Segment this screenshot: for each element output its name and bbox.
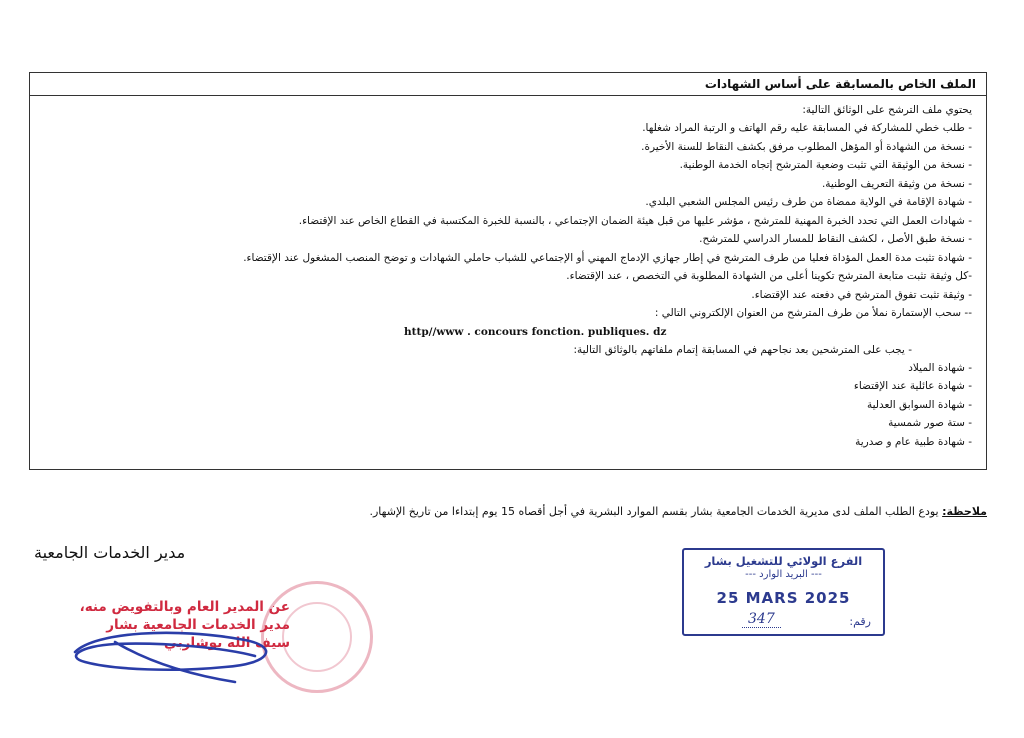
box-title: الملف الخاص بالمسابقة على أساس الشهادات [30, 73, 986, 96]
list-item: - نسخة من الشهادة أو المؤهل المطلوب مرفق بكشف النقاط للسنة الأخيرة. [641, 140, 972, 153]
intro-text: يحتوي ملف الترشح على الوثائق التالية: [802, 104, 972, 116]
signature-icon [55, 612, 285, 692]
requirements-box [29, 72, 987, 470]
handwritten-line: مدير الخدمات الجامعية بشار [106, 617, 290, 633]
list-item: - شهادة عائلية عند الإقتضاء [853, 380, 972, 392]
note [370, 505, 988, 518]
stamp-date: 25 MARS 2025 [716, 589, 851, 607]
after-success-intro: - يجب على المترشحين بعد نجاحهم في المسابقة إتمام ملفاتهم بالوثائق التالية: [573, 343, 912, 356]
stamp-office: الفرع الولائي للتشغيل بشار [704, 554, 863, 568]
list-item: - نسخة طبق الأصل ، لكشف النقاط للمسار الدراسي للمترشح. [699, 233, 972, 245]
note-text: يودع الطلب الملف لدى مديرية الخدمات الجامعية بشار بقسم الموارد البشرية في أجل أقصاه 15 يوم إبتداءا من تاريخ الإشهار. [369, 505, 939, 518]
stamp-number-label: رقم: [849, 615, 871, 628]
list-item: - نسخة من الوثيقة التي تثبت وضعية المترشح إتجاه الخدمة الوطنية. [679, 159, 972, 171]
stamp-number-value: 347 [742, 611, 781, 628]
list-item: - شهادة الميلاد [908, 361, 972, 374]
list-item: - شهادة تثبت مدة العمل المؤداة فعليا من طرف المترشح في إطار جهازي الإدماج المهني أو الإجتماعي للشباب حاملي الشهادات و توضح المنصب المشغول عند الإقتضاء. [243, 251, 972, 264]
list-item: - نسخة من وثيقة التعريف الوطنية. [821, 177, 972, 190]
signatory-title: مدير الخدمات الجامعية [34, 543, 186, 562]
list-item: - شهادات العمل التي تحدد الخبرة المهنية للمترشح ، مؤشر عليها من قبل هيئة الضمان الإجتماعي ، بالنسبة للخبرة المكتسبة في القطاع الخاص عند الإقتضاء. [298, 214, 972, 227]
list-item: - شهادة الإقامة في الولاية ممضاة من طرف رئيس المجلس الشعبي البلدي. [645, 196, 972, 208]
list-item: -كل وثيقة تثبت متابعة المترشح تكوينا أعلى من الشهادة المطلوبة في التخصص ، عند الإقتضاء. [566, 270, 972, 282]
application-form-url: http//www . concours fonction. publiques. dz [404, 325, 667, 338]
list-item: - ستة صور شمسية [888, 417, 972, 429]
reception-stamp [682, 548, 885, 636]
list-item: - شهادة طبية عام و صدرية [855, 435, 972, 448]
handwritten-line: عن المدير العام وبالتفويض منه، [79, 599, 290, 615]
list-item: - وثيقة تثبت تفوق المترشح في دفعته عند الإقتضاء. [751, 288, 972, 301]
list-item: - شهادة السوابق العدلية [866, 398, 972, 411]
list-item: - طلب خطي للمشاركة في المسابقة عليه رقم الهاتف و الرتبة المراد شغلها. [642, 122, 972, 134]
note-label: ملاحظة: [942, 505, 987, 518]
stamp-subtitle: --- البريد الوارد --- [745, 569, 822, 580]
handwritten-line: سيف الله بوشاربي [163, 635, 290, 651]
list-item: -- سحب الإستمارة نملأ من طرف المترشح من العنوان الإلكتروني التالي : [654, 307, 972, 319]
box-body [30, 96, 986, 451]
